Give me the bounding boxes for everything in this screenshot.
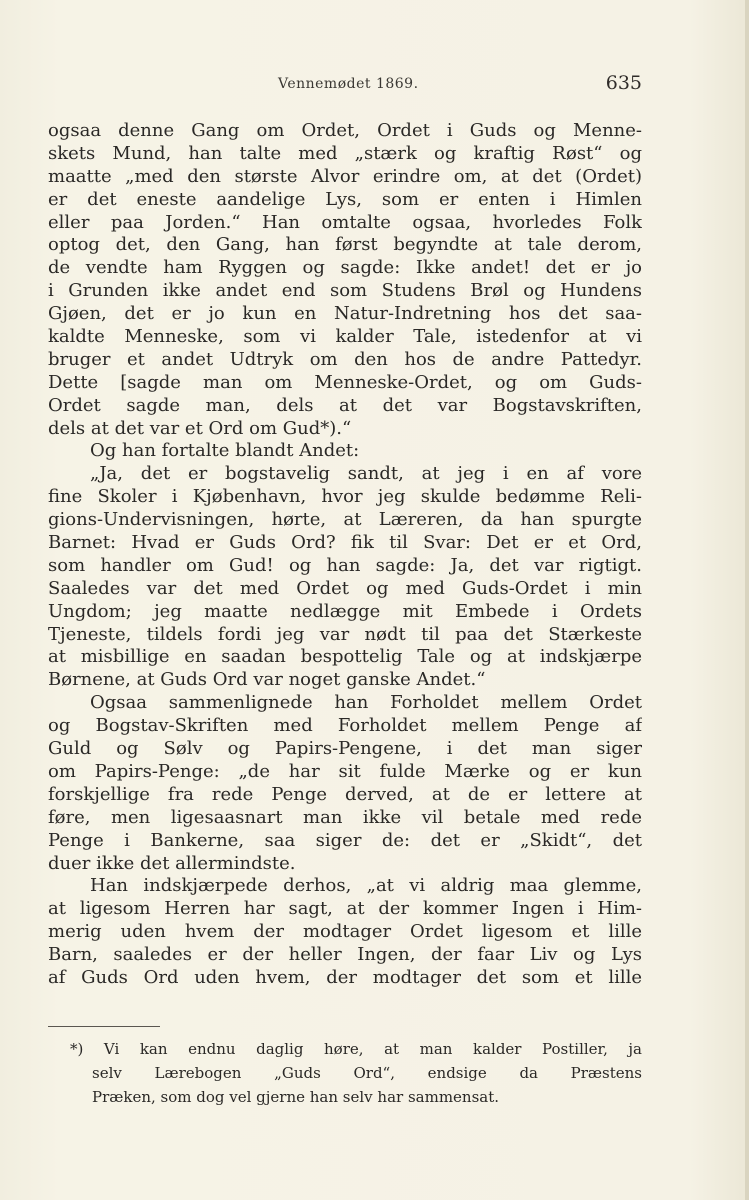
- footnote-line: Præken, som dog vel gjerne han selv har sammensat.: [92, 1088, 500, 1106]
- page-number: 635: [605, 72, 642, 94]
- text-line: Saaledes var det med Ordet og med Guds-Ordet i min: [48, 577, 642, 599]
- text-line: maatte „med den største Alvor erindre om, at det (Ordet): [48, 165, 642, 187]
- text-line: Tjeneste, tildels fordi jeg var nødt til paa det Stærkeste: [48, 623, 642, 645]
- text-line: i Grunden ikke andet end som Studens Brøl og Hundens: [48, 280, 642, 302]
- paragraph-start: Ogsaa sammenlignede han Forholdet mellem Ordet: [90, 692, 642, 714]
- text-line: optog det, den Gang, han først begyndte at tale derom,: [48, 234, 642, 256]
- text-line: ogsaa denne Gang om Ordet, Ordet i Guds og Menne-: [48, 120, 642, 141]
- body-text: [48, 120, 642, 990]
- text-line: duer ikke det allermindste.: [48, 852, 296, 874]
- footnote: [48, 1037, 642, 1109]
- text-line: gions-Undervisningen, hørte, at Læreren, da han spurgte: [48, 509, 642, 531]
- text-line: dels at det var et Ord om Gud*).“: [48, 417, 352, 439]
- text-line: Børnene, at Guds Ord var noget ganske Andet.“: [48, 669, 486, 691]
- text-line: bruger et andet Udtryk om den hos de andre Pattedyr.: [48, 348, 642, 370]
- text-line: Guld og Sølv og Papirs-Pengene, i det man siger: [48, 738, 642, 760]
- text-line: skets Mund, han talte med „stærk og kraftig Røst“ og: [48, 142, 642, 164]
- paragraph-start: „Ja, det er bogstavelig sandt, at jeg i en af vore: [90, 463, 642, 485]
- text-line: kaldte Menneske, som vi kalder Tale, istedenfor at vi: [48, 326, 642, 348]
- text-line: føre, men ligesaasnart man ikke vil betale med rede: [48, 806, 642, 828]
- text-line: som handler om Gud! og han sagde: Ja, det var rigtigt.: [48, 554, 642, 576]
- footnote-line: *) Vi kan endnu daglig høre, at man kalder Postiller, ja: [70, 1040, 642, 1058]
- text-line: eller paa Jorden.“ Han omtalte ogsaa, hvorledes Folk: [48, 211, 642, 233]
- text-line: er det eneste aandelige Lys, som er enten i Himlen: [48, 188, 642, 210]
- text-line: fine Skoler i Kjøbenhavn, hvor jeg skulde bedømme Reli-: [48, 486, 642, 508]
- page-edge: [745, 0, 749, 1200]
- paragraph-start: Og han fortalte blandt Andet:: [90, 440, 360, 462]
- text-line: af Guds Ord uden hvem, der modtager det som et lille: [48, 966, 642, 988]
- text-line: Barnet: Hvad er Guds Ord? fik til Svar: Det er et Ord,: [48, 532, 642, 554]
- footnote-divider: [48, 1026, 160, 1027]
- paragraph-start: Han indskjærpede derhos, „at vi aldrig maa glemme,: [90, 875, 642, 897]
- footnote-line: selv Lærebogen „Guds Ord“, endsige da Præstens: [92, 1064, 642, 1082]
- text-line: de vendte ham Ryggen og sagde: Ikke andet! det er jo: [48, 257, 642, 279]
- text-line: og Bogstav-Skriften med Forholdet mellem Penge af: [48, 715, 642, 737]
- text-line: Ordet sagde man, dels at det var Bogstavskriften,: [48, 394, 642, 416]
- text-line: Gjøen, det er jo kun en Natur-Indretning hos det saa-: [48, 303, 642, 325]
- text-line: forskjellige fra rede Penge derved, at de er lettere at: [48, 783, 642, 805]
- running-title: Vennemødet 1869.: [278, 76, 419, 92]
- text-line: Dette [sagde man om Menneske-Ordet, og om Guds-: [48, 371, 642, 393]
- text-line: at misbillige en saadan bespottelig Tale og at indskjærpe: [48, 646, 642, 668]
- text-line: Ungdom; jeg maatte nedlægge mit Embede i Ordets: [48, 600, 642, 622]
- text-line: at ligesom Herren har sagt, at der kommer Ingen i Him-: [48, 898, 642, 920]
- text-line: Barn, saaledes er der heller Ingen, der faar Liv og Lys: [48, 944, 642, 966]
- text-line: om Papirs-Penge: „de har sit fulde Mærke og er kun: [48, 760, 642, 782]
- page-header: [48, 72, 642, 98]
- text-line: merig uden hvem der modtager Ordet ligesom et lille: [48, 921, 642, 943]
- text-line: Penge i Bankerne, saa siger de: det er „Skidt“, det: [48, 829, 642, 851]
